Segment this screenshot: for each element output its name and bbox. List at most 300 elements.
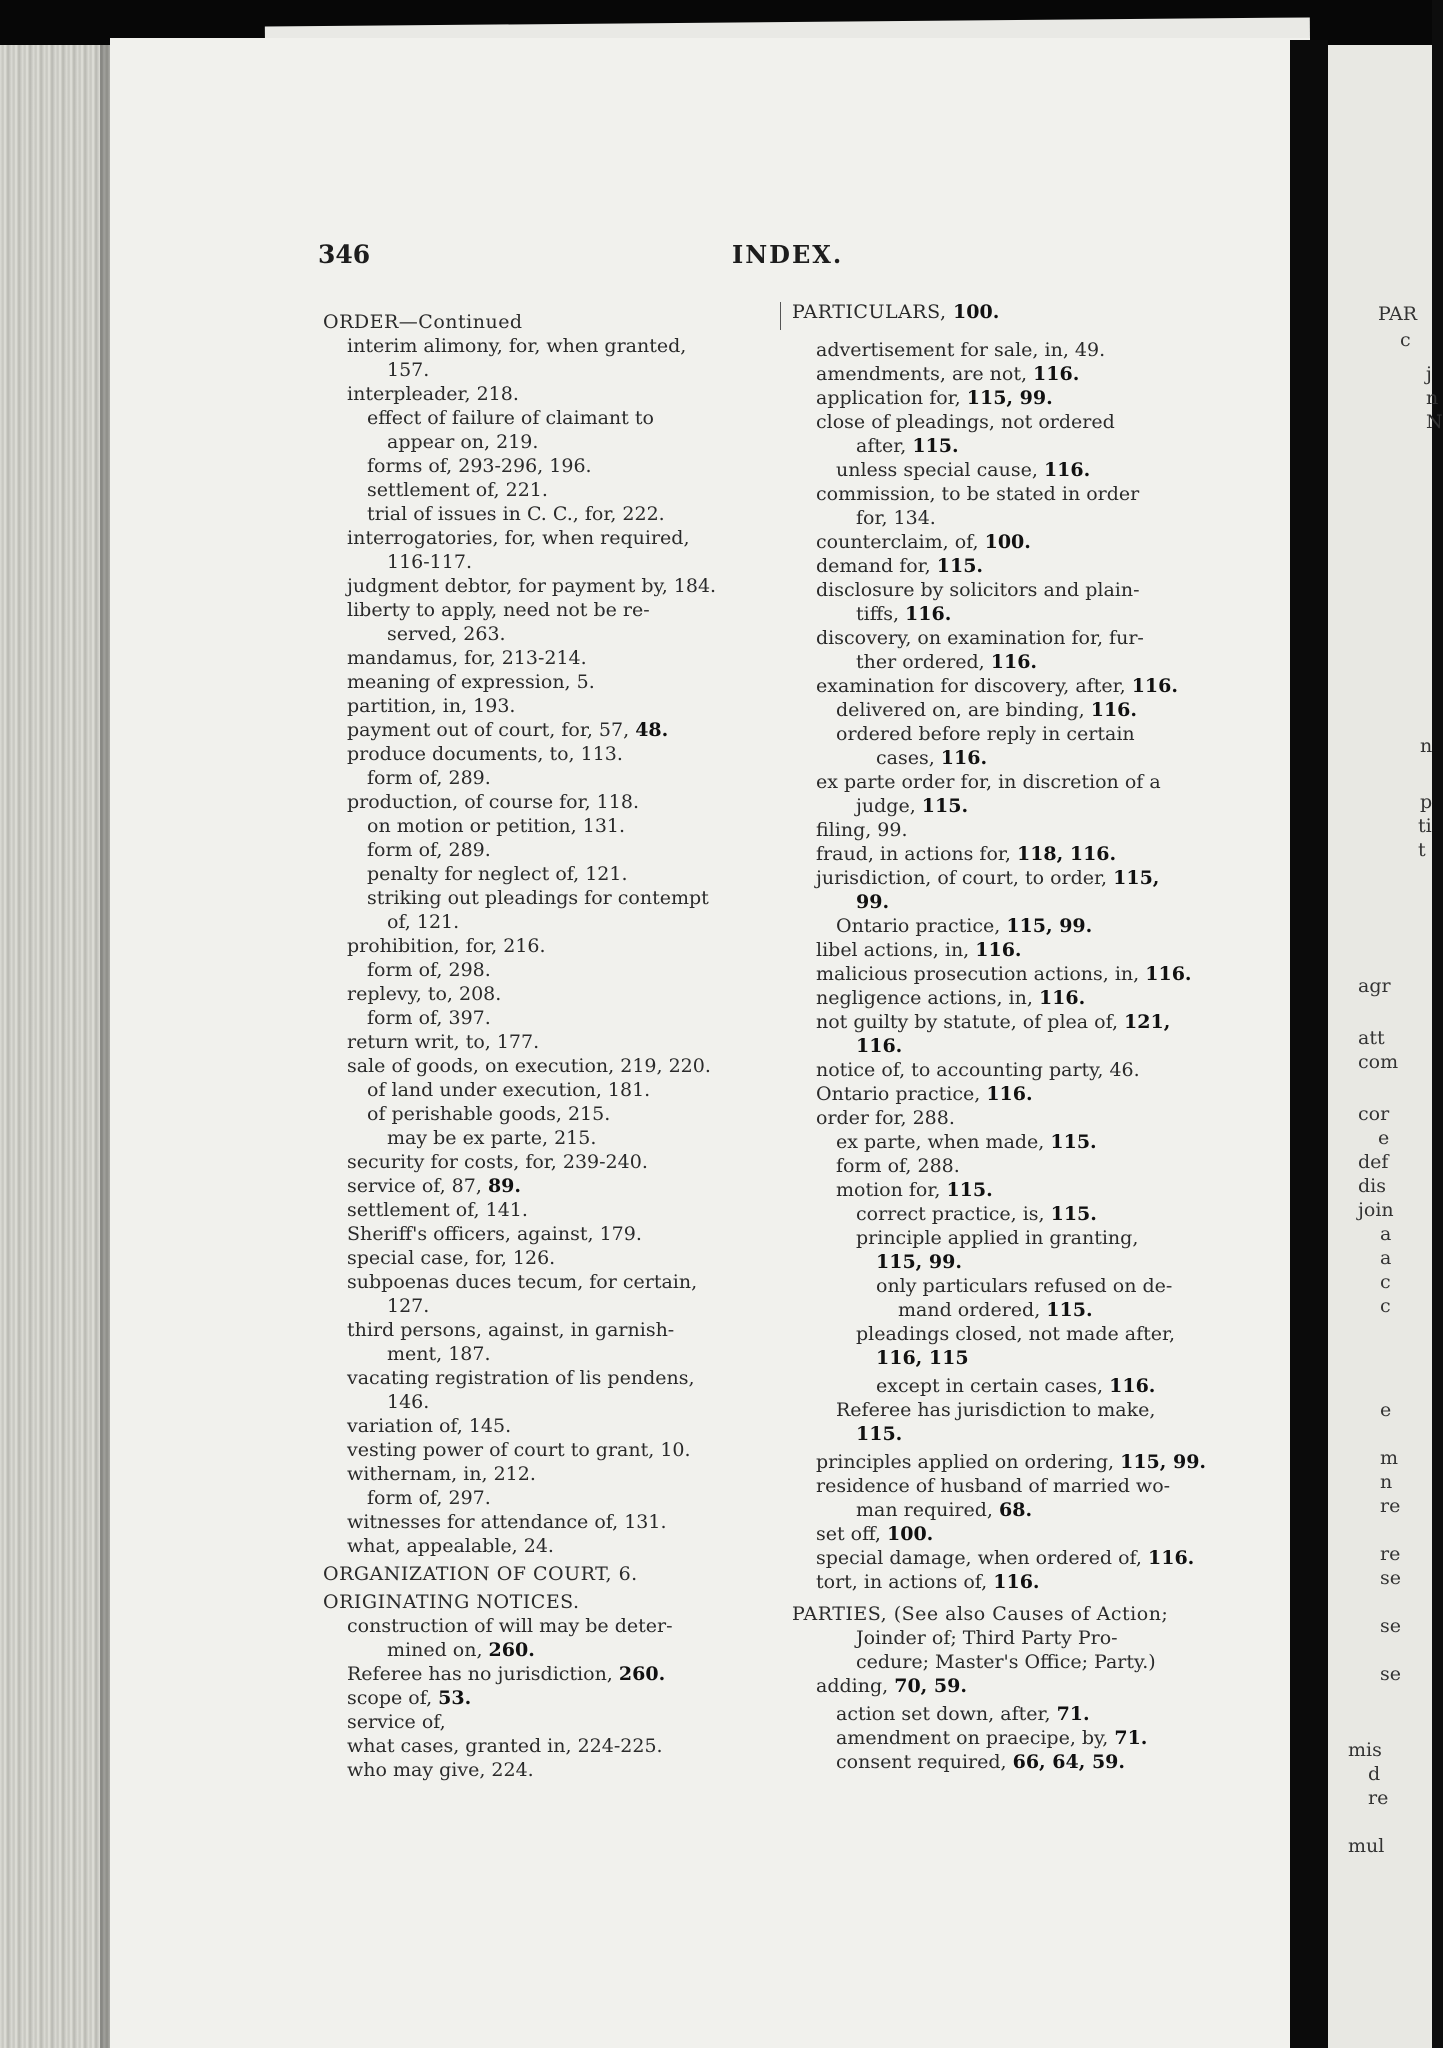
index-entry bbox=[816, 1450, 1206, 1474]
index-entry-text: correct practice, is, bbox=[856, 1203, 1051, 1225]
index-entry bbox=[367, 502, 665, 526]
index-entry bbox=[816, 674, 1178, 698]
index-entry bbox=[347, 526, 690, 550]
index-entry-text: effect of failure of claimant to bbox=[367, 407, 654, 429]
index-entry-text: ex parte, when made, bbox=[836, 1131, 1051, 1153]
index-entry bbox=[387, 1638, 535, 1662]
index-entry bbox=[816, 410, 1115, 434]
index-entry bbox=[816, 1058, 1140, 1082]
index-entry bbox=[387, 622, 506, 646]
facing-page-fragment: c bbox=[1400, 329, 1411, 351]
index-entry-text: construction of will may be deter- bbox=[347, 1615, 673, 1637]
index-entry bbox=[347, 1462, 536, 1486]
index-entry-text: malicious prosecution actions, in, bbox=[816, 963, 1146, 985]
index-entry-text: return writ, to, 177. bbox=[347, 1031, 540, 1053]
index-entry bbox=[347, 1510, 667, 1534]
facing-page-fragment: mul bbox=[1348, 1835, 1385, 1857]
index-entry-text: advertisement for sale, in, 49. bbox=[816, 339, 1106, 361]
index-entry bbox=[347, 742, 623, 766]
index-entry bbox=[347, 1030, 539, 1054]
index-entry-page-ref: 116. bbox=[905, 603, 952, 625]
index-entry-text: vesting power of court to grant, 10. bbox=[347, 1439, 691, 1461]
index-entry-text: witnesses for attendance of, 131. bbox=[347, 1511, 667, 1533]
facing-page-fragment: re bbox=[1380, 1495, 1401, 1517]
index-entry bbox=[367, 862, 628, 886]
index-entry-page-ref: 115. bbox=[912, 435, 959, 457]
index-entry-text: of land under execution, 181. bbox=[367, 1079, 651, 1101]
index-entry-text: form of, 289. bbox=[367, 839, 491, 861]
index-entry-page-ref: 116. bbox=[1033, 363, 1080, 385]
index-entry bbox=[836, 458, 1090, 482]
index-entry bbox=[836, 1178, 993, 1202]
index-entry-text: form of, 288. bbox=[836, 1155, 960, 1177]
facing-page-fragment: cor bbox=[1358, 1103, 1390, 1125]
index-entry-text: after, bbox=[856, 435, 913, 457]
facing-page-fragment: a bbox=[1380, 1247, 1392, 1269]
index-entry bbox=[347, 718, 668, 742]
index-entry bbox=[836, 914, 1092, 938]
index-entry-page-ref: 118, 116. bbox=[1016, 843, 1117, 865]
facing-page-fragment: re bbox=[1380, 1543, 1401, 1565]
index-entry-page-ref: 116. bbox=[1090, 699, 1137, 721]
index-entry-text: service of, 87, bbox=[347, 1175, 488, 1197]
index-entry-text: 127. bbox=[387, 1295, 430, 1317]
index-entry bbox=[816, 770, 1161, 794]
facing-page-fragment: m bbox=[1380, 1447, 1399, 1469]
index-entry-text: scope of, bbox=[347, 1687, 439, 1709]
index-entry-text: ordered before reply in certain bbox=[836, 723, 1135, 745]
index-entry-text: action set down, after, bbox=[836, 1703, 1057, 1725]
index-entry bbox=[347, 1318, 674, 1342]
index-entry-text: settlement of, 221. bbox=[367, 479, 548, 501]
index-entry bbox=[367, 454, 592, 478]
facing-page-fragment: p bbox=[1420, 791, 1433, 813]
index-entry-text: 157. bbox=[387, 359, 430, 381]
index-entry bbox=[347, 1534, 554, 1558]
index-entry bbox=[347, 982, 501, 1006]
index-entry-page-ref: 115, 99. bbox=[1006, 915, 1093, 937]
index-entry-page-ref: 116. bbox=[856, 1035, 903, 1057]
index-entry-text: security for costs, for, 239-240. bbox=[347, 1151, 648, 1173]
facing-page-fragment: dis bbox=[1358, 1175, 1386, 1197]
index-entry-text: PARTIES, (See also Causes of Action; bbox=[792, 1603, 1169, 1625]
facing-page-fragment: mis bbox=[1348, 1739, 1382, 1761]
index-entry-page-ref: 116. bbox=[1038, 987, 1086, 1009]
facing-page-fragment: n bbox=[1380, 1471, 1393, 1493]
index-entry-text: set off, bbox=[816, 1523, 888, 1545]
page-header bbox=[318, 240, 1218, 274]
index-entry-text: negligence actions, in, bbox=[816, 987, 1039, 1009]
index-entry-text: form of, 298. bbox=[367, 959, 491, 981]
facing-page-fragment: att bbox=[1358, 1027, 1385, 1049]
index-entry bbox=[836, 722, 1135, 746]
index-entry bbox=[347, 1686, 471, 1710]
facing-page-fragment: c bbox=[1380, 1295, 1391, 1317]
facing-page-fragment: join bbox=[1358, 1199, 1394, 1221]
index-entry bbox=[387, 1294, 429, 1318]
index-entry-text: ORGANIZATION OF COURT, 6. bbox=[323, 1563, 638, 1585]
facing-page-fragment: com bbox=[1358, 1051, 1399, 1073]
facing-page-fragment: N bbox=[1426, 411, 1443, 433]
index-entry bbox=[347, 1174, 521, 1198]
facing-page-fragment: re bbox=[1368, 1787, 1389, 1809]
index-entry-text: delivered on, are binding, bbox=[836, 699, 1091, 721]
index-entry-text: ex parte order for, in discretion of a bbox=[816, 771, 1161, 793]
index-entry bbox=[816, 1082, 1033, 1106]
index-entry bbox=[856, 1226, 1138, 1250]
index-entry-page-ref: 115, 99. bbox=[966, 387, 1053, 409]
index-entry-page-ref: 260. bbox=[618, 1663, 666, 1685]
index-entry-text: of perishable goods, 215. bbox=[367, 1103, 611, 1125]
index-entry-page-ref: 115. bbox=[856, 1423, 903, 1445]
index-entry-text: interrogatories, for, when required, bbox=[347, 527, 690, 549]
page-number: 346 bbox=[318, 240, 371, 269]
index-entry bbox=[367, 886, 709, 910]
index-entry bbox=[347, 382, 519, 406]
index-entry bbox=[816, 938, 1022, 962]
index-entry bbox=[367, 838, 491, 862]
index-entry-text: ORIGINATING NOTICES. bbox=[323, 1591, 580, 1613]
index-entry-text: except in certain cases, bbox=[876, 1375, 1110, 1397]
index-entry bbox=[856, 1202, 1097, 1226]
index-entry-text: demand for, bbox=[816, 555, 937, 577]
index-entry-text: application for, bbox=[816, 387, 967, 409]
index-entry bbox=[836, 1154, 960, 1178]
index-entry bbox=[816, 1674, 967, 1698]
index-entry-text: special damage, when ordered of, bbox=[816, 1547, 1148, 1569]
index-entry-text: partition, in, 193. bbox=[347, 695, 516, 717]
index-entry bbox=[323, 310, 523, 334]
index-entry bbox=[816, 578, 1140, 602]
index-entry bbox=[856, 602, 951, 626]
index-entry bbox=[387, 358, 429, 382]
index-entry-page-ref: 116. bbox=[990, 651, 1038, 673]
index-entry-page-ref: 116. bbox=[1109, 1375, 1156, 1397]
index-entry-text: interim alimony, for, when granted, bbox=[347, 335, 687, 357]
index-entry-text: served, 263. bbox=[387, 623, 506, 645]
index-entry bbox=[387, 910, 459, 934]
facing-page-fragment: c bbox=[1380, 1271, 1391, 1293]
index-entry bbox=[836, 1398, 1155, 1422]
index-entry bbox=[347, 574, 716, 598]
index-entry bbox=[387, 550, 472, 574]
index-entry-text: Referee has jurisdiction to make, bbox=[836, 1399, 1156, 1421]
index-entry bbox=[876, 1374, 1155, 1398]
index-entry-page-ref: 116. bbox=[1148, 1547, 1195, 1569]
index-entry-page-ref: 71. bbox=[1114, 1727, 1148, 1749]
facing-page-fragment: e bbox=[1378, 1127, 1390, 1149]
column-rule bbox=[780, 302, 781, 330]
index-entry-text: commission, to be stated in order bbox=[816, 483, 1140, 505]
index-entry bbox=[367, 1102, 610, 1126]
index-entry bbox=[816, 986, 1085, 1010]
index-entry-page-ref: 100. bbox=[887, 1523, 934, 1545]
facing-page-fragment: def bbox=[1358, 1151, 1389, 1173]
index-entry-text: ment, 187. bbox=[387, 1343, 491, 1365]
index-entry-page-ref: 116. bbox=[1043, 459, 1091, 481]
index-entry bbox=[836, 1726, 1147, 1750]
index-entry bbox=[792, 300, 999, 324]
index-entry-text: principles applied on ordering, bbox=[816, 1451, 1121, 1473]
index-entry bbox=[856, 1422, 902, 1446]
index-entry bbox=[347, 1734, 663, 1758]
index-entry-page-ref: 100. bbox=[953, 301, 1000, 323]
index-entry-page-ref: 115. bbox=[946, 1179, 993, 1201]
index-entry bbox=[367, 1006, 491, 1030]
index-entry bbox=[876, 1250, 962, 1274]
index-entry bbox=[816, 1546, 1194, 1570]
index-entry-page-ref: 116. bbox=[1131, 675, 1178, 697]
index-entry bbox=[816, 554, 983, 578]
index-entry-text: mined on, bbox=[387, 1639, 489, 1661]
facing-page-fragment: n bbox=[1420, 735, 1433, 757]
index-entry-text: form of, 289. bbox=[367, 767, 491, 789]
index-entry-text: consent required, bbox=[836, 1751, 1013, 1773]
index-entry-text: discovery, on examination for, fur- bbox=[816, 627, 1144, 649]
index-entry-text: disclosure by solicitors and plain- bbox=[816, 579, 1140, 601]
index-entry bbox=[347, 694, 515, 718]
index-entry bbox=[323, 1562, 638, 1586]
index-entry-text: not guilty by statute, of plea of, bbox=[816, 1011, 1125, 1033]
facing-page-fragment: se bbox=[1380, 1663, 1401, 1685]
index-entry bbox=[856, 1322, 1175, 1346]
index-entry-page-ref: 116. bbox=[940, 747, 988, 769]
index-entry-text: settlement of, 141. bbox=[347, 1199, 528, 1221]
facing-page-fragment: j bbox=[1426, 363, 1432, 385]
index-entry-page-ref: 115. bbox=[936, 555, 984, 577]
index-entry-page-ref: 115, 99. bbox=[876, 1251, 962, 1273]
index-entry bbox=[367, 814, 625, 838]
index-entry bbox=[856, 1498, 1032, 1522]
index-entry-text: of, 121. bbox=[387, 911, 460, 933]
index-entry-text: what, appealable, 24. bbox=[347, 1535, 554, 1557]
index-entry-text: notice of, to accounting party, 46. bbox=[816, 1059, 1140, 1081]
index-entry-text: 116-117. bbox=[387, 551, 472, 573]
index-entry bbox=[367, 766, 491, 790]
index-entry bbox=[836, 1130, 1097, 1154]
index-entry-text: liberty to apply, need not be re- bbox=[347, 599, 650, 621]
index-entry-text: tort, in actions of, bbox=[816, 1571, 994, 1593]
index-entry-text: amendment on praecipe, by, bbox=[836, 1727, 1115, 1749]
index-entry-text: replevy, to, 208. bbox=[347, 983, 502, 1005]
index-entry bbox=[816, 818, 908, 842]
index-entry-page-ref: 48. bbox=[635, 719, 669, 741]
index-entry bbox=[347, 1198, 528, 1222]
index-entry bbox=[347, 1662, 665, 1686]
index-entry-page-ref: 116. bbox=[986, 1083, 1033, 1105]
index-entry bbox=[816, 482, 1139, 506]
index-entry-text: trial of issues in C. C., for, 222. bbox=[367, 503, 665, 525]
index-entry-text: striking out pleadings for contempt bbox=[367, 887, 709, 909]
index-entry-page-ref: 115. bbox=[1046, 1299, 1093, 1321]
index-entry bbox=[387, 1390, 429, 1414]
index-entry-text: mandamus, for, 213-214. bbox=[347, 647, 587, 669]
index-entry bbox=[347, 790, 639, 814]
index-entry-text: counterclaim, of, bbox=[816, 531, 985, 553]
index-entry-page-ref: 115. bbox=[921, 795, 969, 817]
facing-page bbox=[1328, 45, 1443, 2048]
index-entry bbox=[816, 962, 1192, 986]
index-entry-text: judgment debtor, for payment by, 184. bbox=[347, 575, 717, 597]
index-entry-text: principle applied in granting, bbox=[856, 1227, 1139, 1249]
index-entry bbox=[387, 1126, 596, 1150]
index-entry-text: variation of, 145. bbox=[347, 1415, 512, 1437]
index-entry-text: unless special cause, bbox=[836, 459, 1044, 481]
index-entry bbox=[856, 1626, 1118, 1650]
index-entry bbox=[347, 1438, 691, 1462]
index-entry bbox=[347, 1246, 555, 1270]
facing-page-fragment: e bbox=[1380, 1399, 1392, 1421]
index-entry bbox=[387, 430, 538, 454]
facing-page-fragment: a bbox=[1380, 1223, 1392, 1245]
index-entry bbox=[367, 958, 491, 982]
index-entry bbox=[792, 1602, 1168, 1626]
index-entry-text: pleadings closed, not made after, bbox=[856, 1323, 1176, 1345]
index-entry-text: close of pleadings, not ordered bbox=[816, 411, 1115, 433]
index-entry-page-ref: 116. bbox=[975, 939, 1022, 961]
index-entry-text: on motion or petition, 131. bbox=[367, 815, 626, 837]
index-entry-text: man required, bbox=[856, 1499, 999, 1521]
index-entry-text: mand ordered, bbox=[898, 1299, 1047, 1321]
index-entry bbox=[898, 1298, 1093, 1322]
index-entry bbox=[347, 1614, 673, 1638]
index-entry-page-ref: 89. bbox=[487, 1175, 522, 1197]
index-entry-text: Ontario practice, bbox=[816, 1083, 987, 1105]
index-entry bbox=[876, 1346, 969, 1370]
index-entry-text: third persons, against, in garnish- bbox=[347, 1319, 675, 1341]
index-entry bbox=[387, 1342, 491, 1366]
index-entry bbox=[347, 598, 650, 622]
index-entry-text: order for, 288. bbox=[816, 1107, 955, 1129]
index-entry-text: jurisdiction, of court, to order, bbox=[816, 867, 1114, 889]
index-entry bbox=[856, 650, 1037, 674]
index-entry-page-ref: 260. bbox=[488, 1639, 535, 1661]
facing-page-fragment: se bbox=[1380, 1567, 1401, 1589]
index-entry bbox=[347, 934, 546, 958]
index-entry-text: appear on, 219. bbox=[387, 431, 539, 453]
index-entry-page-ref: 116. bbox=[1145, 963, 1192, 985]
index-entry-text: examination for discovery, after, bbox=[816, 675, 1132, 697]
index-entry-text: who may give, 224. bbox=[347, 1759, 534, 1781]
index-entry-text: adding, bbox=[816, 1675, 895, 1697]
index-entry bbox=[367, 1486, 491, 1510]
index-entry-page-ref: 115, bbox=[1113, 867, 1160, 889]
index-entry bbox=[836, 698, 1137, 722]
index-entry-text: amendments, are not, bbox=[816, 363, 1034, 385]
index-entry-page-ref: 121, bbox=[1124, 1011, 1171, 1033]
index-entry-text: fraud, in actions for, bbox=[816, 843, 1017, 865]
index-entry-text: ORDER—Continued bbox=[323, 311, 523, 333]
index-entry-text: production, of course for, 118. bbox=[347, 791, 639, 813]
index-entry-text: withernam, in, 212. bbox=[347, 1463, 536, 1485]
index-entry bbox=[816, 338, 1105, 362]
index-entry-page-ref: 115. bbox=[1050, 1203, 1097, 1225]
index-entry-text: service of, bbox=[347, 1711, 446, 1733]
index-entry-text: sale of goods, on execution, 219, 220. bbox=[347, 1055, 711, 1077]
index-entry-text: interpleader, 218. bbox=[347, 383, 519, 405]
index-entry-page-ref: 99. bbox=[856, 891, 890, 913]
index-entry-text: may be ex parte, 215. bbox=[387, 1127, 597, 1149]
index-entry bbox=[816, 1522, 933, 1546]
index-entry bbox=[347, 1222, 642, 1246]
index-entry-page-ref: 53. bbox=[438, 1687, 472, 1709]
index-entry bbox=[876, 1274, 1172, 1298]
index-entry-text: PARTICULARS, bbox=[792, 301, 954, 323]
index-entry-text: tiffs, bbox=[856, 603, 906, 625]
index-entry-text: residence of husband of married wo- bbox=[816, 1475, 1171, 1497]
index-entry bbox=[816, 1570, 1040, 1594]
index-entry-text: cases, bbox=[876, 747, 941, 769]
index-entry-text: forms of, 293-296, 196. bbox=[367, 455, 592, 477]
index-entry-text: libel actions, in, bbox=[816, 939, 976, 961]
index-entry-text: judge, bbox=[856, 795, 922, 817]
index-entry-text: penalty for neglect of, 121. bbox=[367, 863, 628, 885]
index-entry bbox=[856, 1034, 902, 1058]
index-entry bbox=[816, 362, 1079, 386]
index-entry-page-ref: 116. bbox=[993, 1571, 1040, 1593]
facing-page-fragment: agr bbox=[1358, 975, 1391, 997]
index-entry-text: special case, for, 126. bbox=[347, 1247, 556, 1269]
index-entry bbox=[856, 506, 936, 530]
index-entry-text: form of, 297. bbox=[367, 1487, 491, 1509]
index-entry bbox=[323, 1590, 580, 1614]
facing-page-fragment: ti bbox=[1418, 815, 1432, 837]
index-entry-page-ref: 68. bbox=[999, 1499, 1033, 1521]
index-entry-text: vacating registration of lis pendens, bbox=[347, 1367, 695, 1389]
index-entry bbox=[347, 1758, 534, 1782]
index-entry bbox=[347, 1366, 695, 1390]
index-entry-text: what cases, granted in, 224-225. bbox=[347, 1735, 663, 1757]
index-entry-text: payment out of court, for, 57, bbox=[347, 719, 636, 741]
index-entry bbox=[856, 1650, 1156, 1674]
index-entry bbox=[367, 1078, 650, 1102]
index-entry-text: meaning of expression, 5. bbox=[347, 671, 595, 693]
index-entry bbox=[347, 1150, 648, 1174]
index-entry-text: subpoenas duces tecum, for certain, bbox=[347, 1271, 698, 1293]
index-entry-page-ref: 70, 59. bbox=[894, 1675, 967, 1697]
index-entry bbox=[836, 1750, 1125, 1774]
index-entry bbox=[347, 334, 686, 358]
index-entry-text: Ontario practice, bbox=[836, 915, 1007, 937]
index-entry-text: ther ordered, bbox=[856, 651, 991, 673]
index-entry bbox=[816, 1474, 1170, 1498]
index-entry bbox=[347, 1414, 511, 1438]
index-entry-text: filing, 99. bbox=[816, 819, 908, 841]
facing-page-fragment: t bbox=[1418, 839, 1426, 861]
index-entry-page-ref: 115. bbox=[1050, 1131, 1097, 1153]
facing-page-fragment: d bbox=[1368, 1763, 1381, 1785]
facing-page-fragment: se bbox=[1380, 1615, 1401, 1637]
index-entry bbox=[816, 626, 1144, 650]
index-entry bbox=[816, 1010, 1170, 1034]
index-entry bbox=[876, 746, 987, 770]
index-entry bbox=[816, 386, 1053, 410]
index-entry bbox=[836, 1702, 1090, 1726]
index-entry-text: motion for, bbox=[836, 1179, 947, 1201]
facing-page-fragment: n bbox=[1426, 387, 1439, 409]
index-entry bbox=[816, 842, 1116, 866]
index-entry-page-ref: 66, 64, 59. bbox=[1012, 1751, 1126, 1773]
index-entry bbox=[347, 1710, 446, 1734]
index-entry-text: 146. bbox=[387, 1391, 430, 1413]
index-entry-text: cedure; Master's Office; Party.) bbox=[856, 1651, 1156, 1673]
index-entry-page-ref: 100. bbox=[984, 531, 1031, 553]
index-entry bbox=[816, 866, 1159, 890]
index-entry bbox=[856, 794, 968, 818]
index-entry-page-ref: 116, 115 bbox=[876, 1347, 969, 1369]
index-entry bbox=[367, 406, 654, 430]
index-entry bbox=[347, 1054, 711, 1078]
